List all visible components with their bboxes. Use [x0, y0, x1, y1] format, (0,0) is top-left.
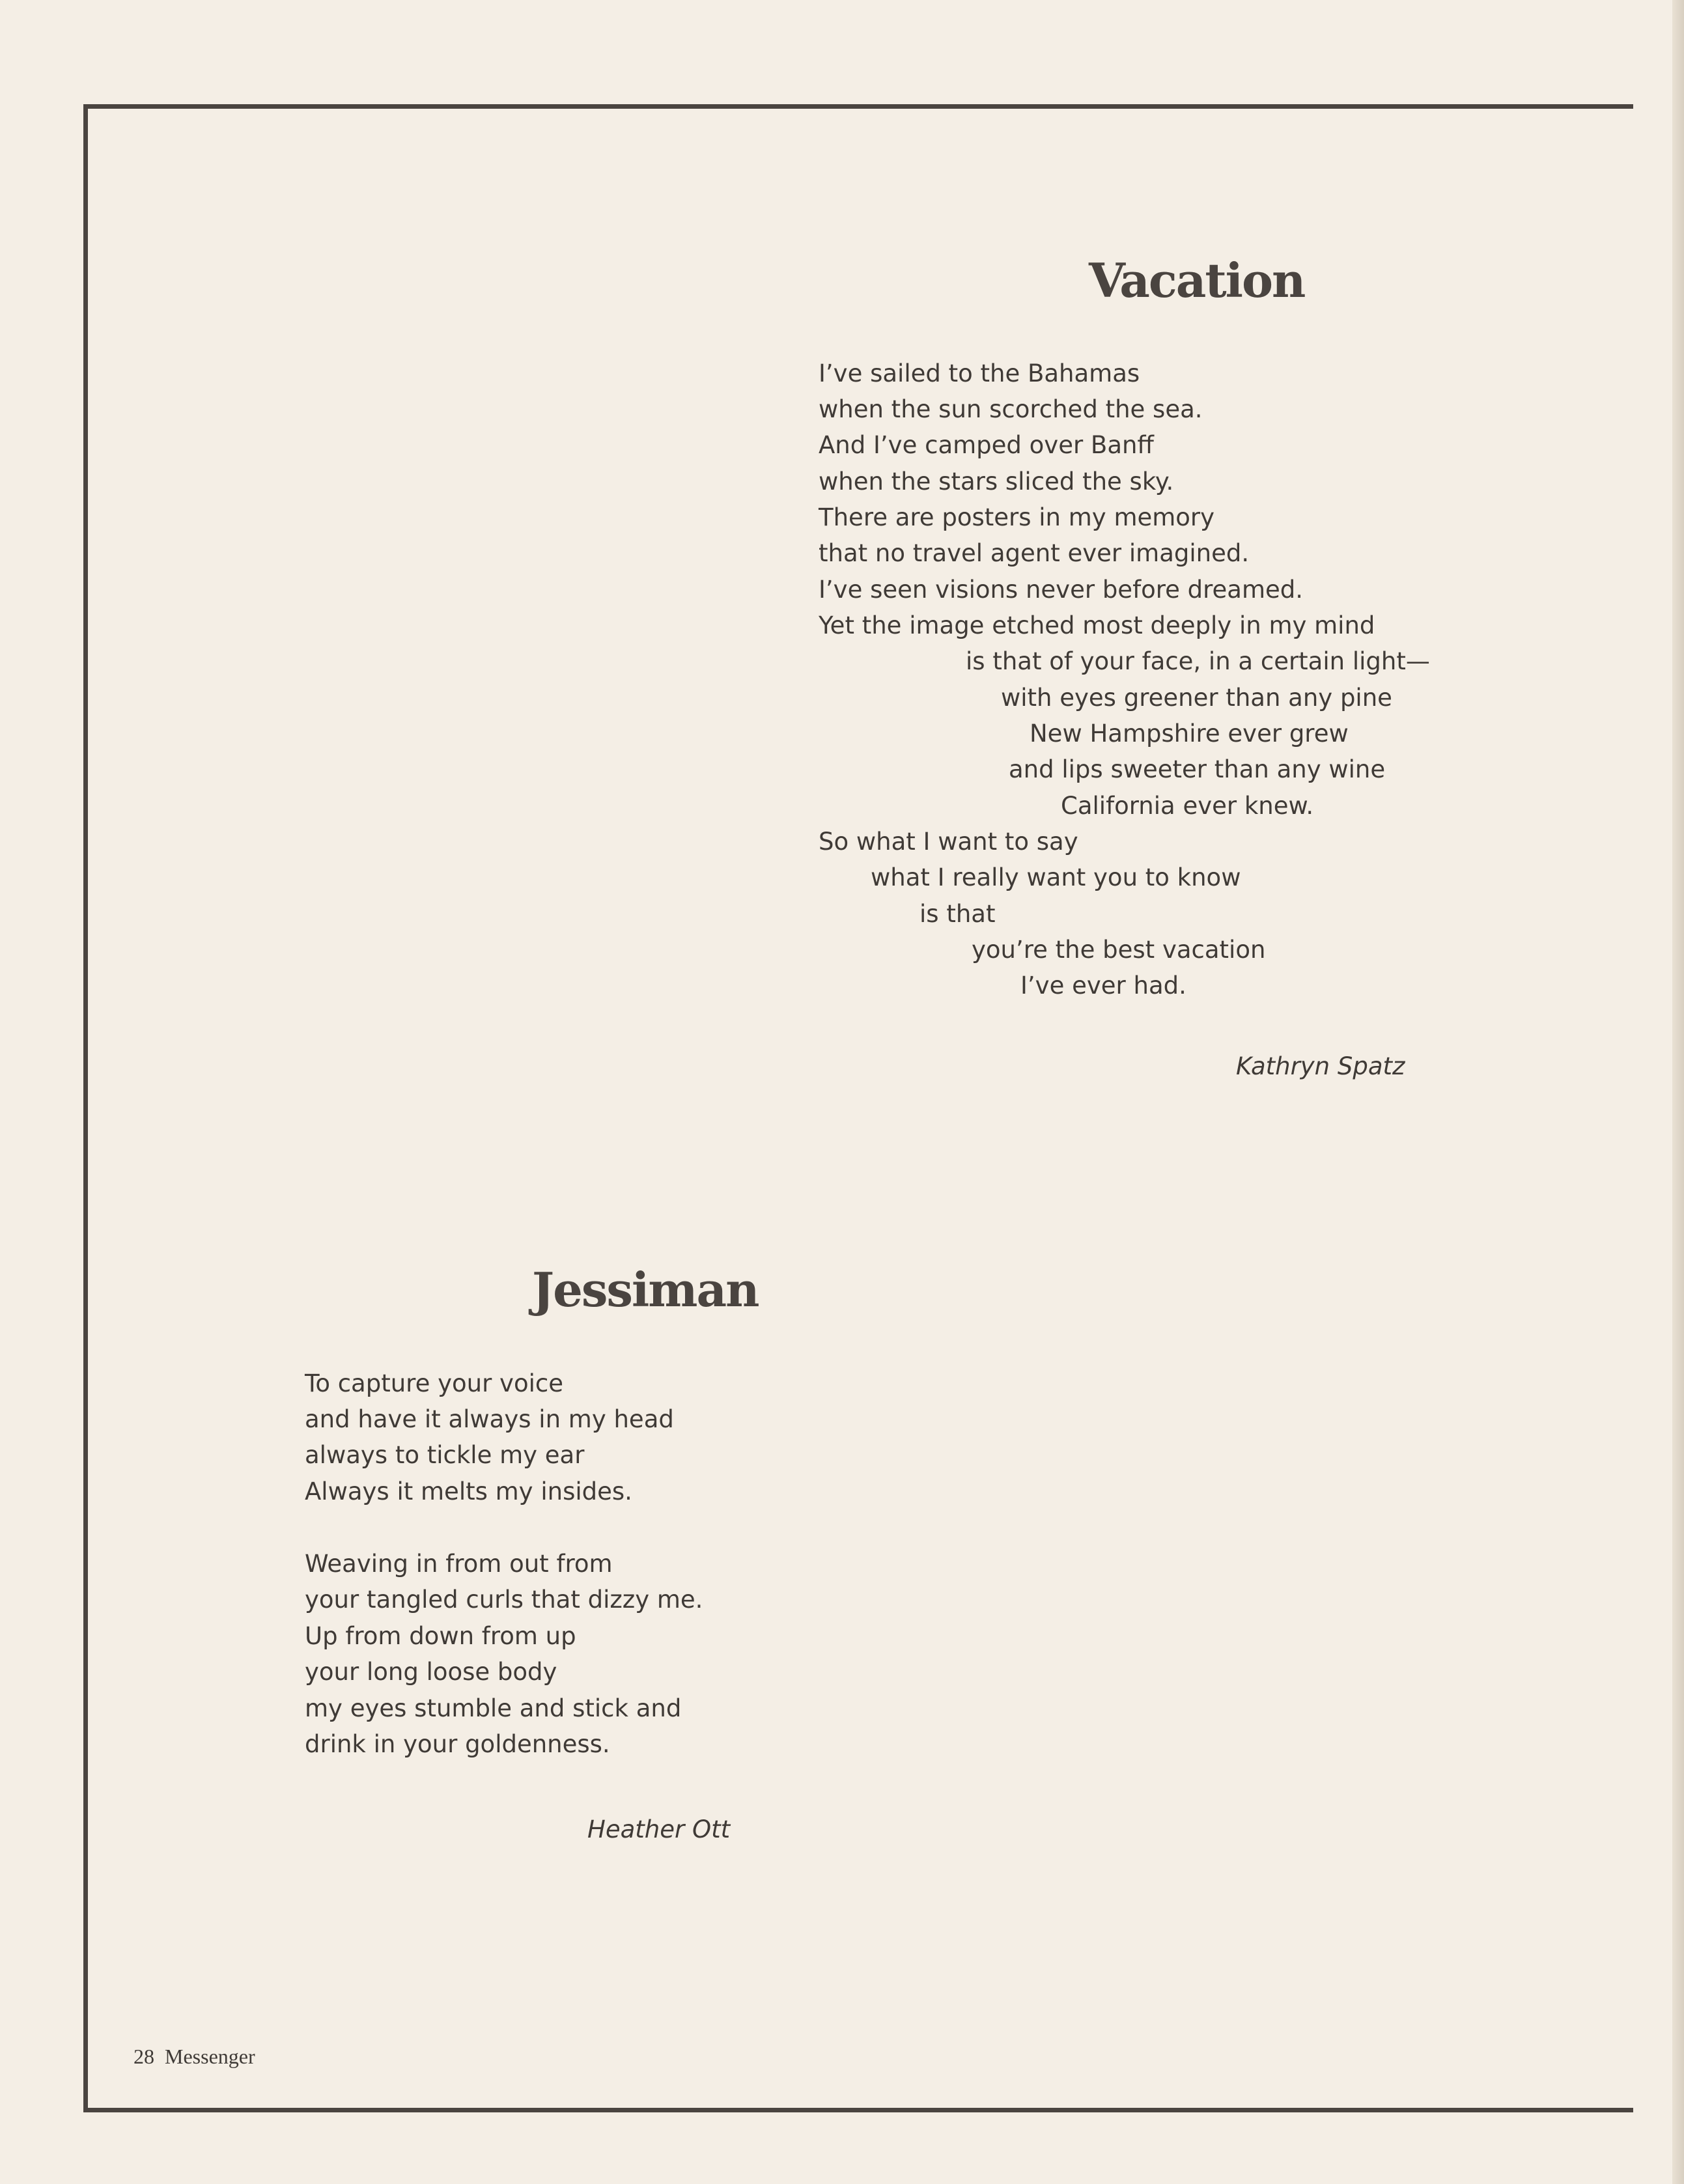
poem-line: Yet the image etched most deeply in my mind	[819, 611, 1375, 639]
poem-author-vacation: Kathryn Spatz	[1236, 1052, 1405, 1080]
poem-line: is that	[919, 900, 996, 928]
poem-line: my eyes stumble and stick and	[305, 1694, 682, 1722]
poem-line: drink in your goldenness.	[305, 1730, 610, 1758]
poem-title-jessiman: Jessiman	[532, 1262, 759, 1317]
poem-line: Weaving in from out from	[305, 1550, 613, 1578]
poem-line: and have it always in my head	[305, 1405, 674, 1433]
poem-line: There are posters in my memory	[819, 503, 1215, 531]
poem-line: I’ve ever had.	[1020, 972, 1186, 1000]
poem-line: is that of your face, in a certain light—	[966, 647, 1430, 675]
publication-name: Messenger	[165, 2045, 255, 2068]
poem-line: always to tickle my ear	[305, 1441, 585, 1469]
poem-line: Up from down from up	[305, 1622, 576, 1650]
page-footer	[133, 2045, 255, 2069]
poem-line: To capture your voice	[305, 1369, 563, 1397]
poem-line: when the stars sliced the sky.	[819, 468, 1174, 496]
poem-line: New Hampshire ever grew	[1030, 720, 1349, 748]
poem-line: and lips sweeter than any wine	[1009, 755, 1386, 783]
poem-line: with eyes greener than any pine	[1001, 684, 1392, 712]
poem-line: what I really want you to know	[871, 863, 1241, 891]
poem-line: I’ve seen visions never before dreamed.	[819, 576, 1304, 604]
poem-line: you’re the best vacation	[972, 936, 1266, 964]
poem-title-vacation: Vacation	[1089, 253, 1305, 308]
poem-line: California ever knew.	[1061, 792, 1314, 820]
poem-line: I’ve sailed to the Bahamas	[819, 359, 1140, 387]
poem-line: your long loose body	[305, 1658, 557, 1686]
poem-line: that no travel agent ever imagined.	[819, 539, 1250, 567]
poem-line: Always it melts my insides.	[305, 1477, 632, 1505]
page-number: 28	[133, 2045, 154, 2068]
page-edge	[1672, 0, 1684, 2184]
poem-author-jessiman: Heather Ott	[587, 1815, 731, 1843]
poem-line: your tangled curls that dizzy me.	[305, 1586, 703, 1614]
poem-line: when the sun scorched the sea.	[819, 395, 1203, 423]
poem-line: So what I want to say	[819, 828, 1078, 856]
poem-line: And I’ve camped over Banff	[819, 431, 1154, 459]
